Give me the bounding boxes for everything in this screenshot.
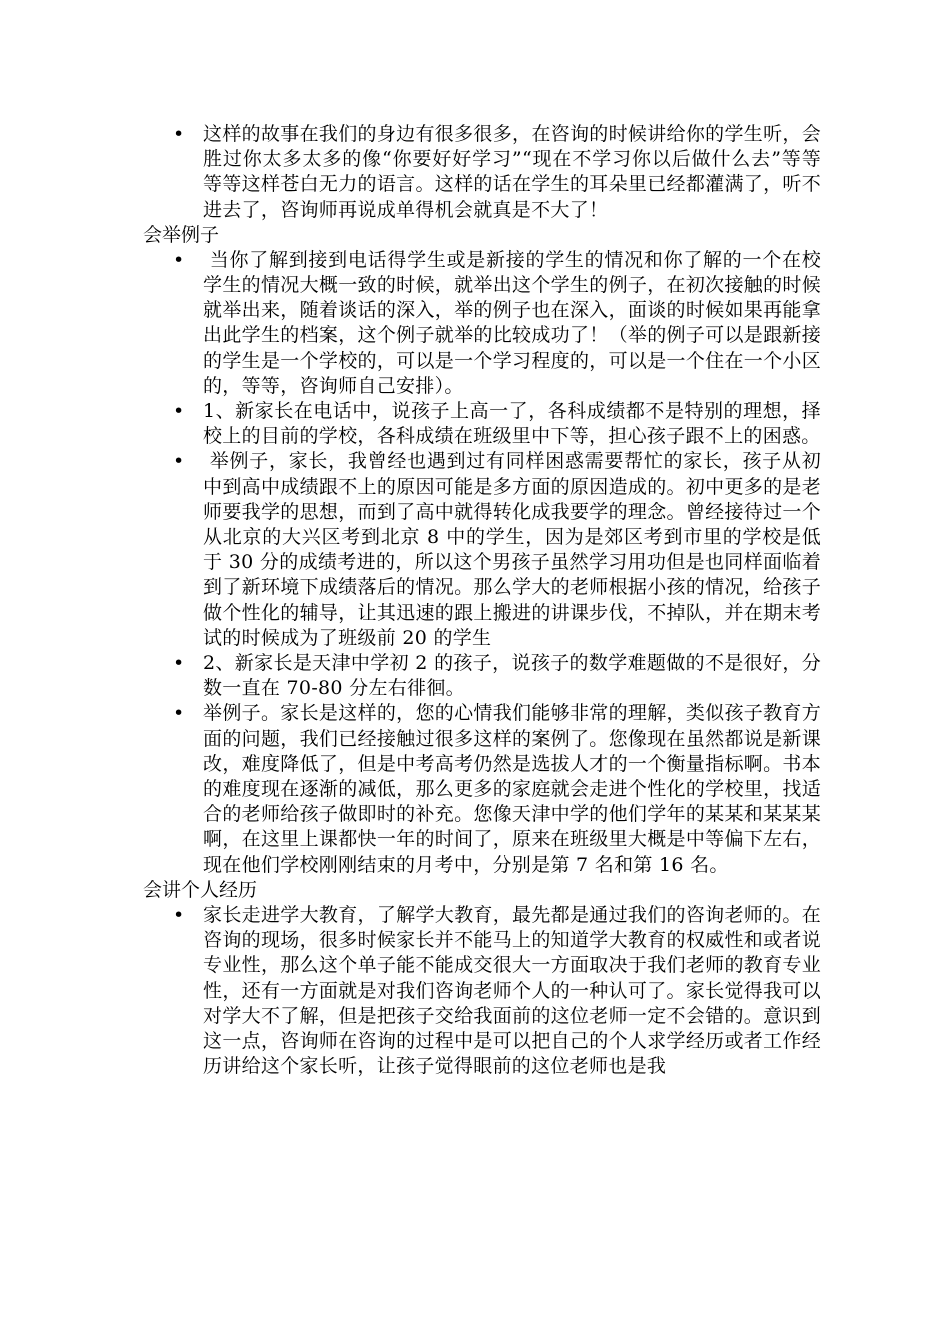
bullet-icon: • bbox=[173, 702, 185, 725]
section-heading-personal-experience: 会讲个人经历 bbox=[143, 878, 258, 901]
list-item bbox=[173, 903, 821, 1079]
bullet-icon: • bbox=[173, 903, 185, 926]
bullet-icon: • bbox=[173, 450, 185, 473]
list-item-text: 这样的故事在我们的身边有很多很多，在咨询的时候讲给你的学生听，会胜过你太多太多的像“你要好好学习”“现在不学习你以后做什么去”等等等等这样苍白无力的语言。这样的话在学生的耳朵里已经都灌满了，听不进去了，咨询师再说成单得机会就真是不大了！ bbox=[203, 123, 821, 221]
bullet-icon: • bbox=[173, 652, 185, 675]
bullet-icon: • bbox=[173, 400, 185, 423]
bullet-icon: • bbox=[173, 248, 185, 271]
list-item bbox=[173, 449, 821, 651]
document-page bbox=[0, 122, 950, 1079]
section-heading-examples: 会举例子 bbox=[143, 223, 220, 246]
list-item-text: 1、新家长在电话中，说孩子上高一了，各科成绩都不是特别的理想，择校上的目前的学校，各科成绩在班级里中下等，担心孩子跟不上的困惑。 bbox=[203, 400, 821, 448]
list-item bbox=[173, 122, 821, 223]
bullet-icon: • bbox=[173, 123, 185, 145]
list-item-text: 举例子，家长，我曾经也遇到过有同样困惑需要帮忙的家长，孩子从初中到高中成绩跟不上的原因可能是多方面的原因造成的。初中更多的是老师要我学的思想，而到了高中就得转化成我要学的理念。曾经接待过一个从北京的大兴区考到北京 8 中的学生，因为是郊区考到市里的学校是低于 30 分的成绩考进的，所以这个男孩子虽然学习用功但是也同样面临着到了新环境下成绩落后的情况。那么学大的老师根据小孩的情况，给孩子做个性化的辅导，让其迅速的跟上搬进的讲课步伐，不掉队，并在期末考试的时候成为了班级前 20 的学生 bbox=[203, 450, 821, 649]
list-item bbox=[173, 248, 821, 399]
list-item-text: 举例子。家长是这样的，您的心情我们能够非常的理解，类似孩子教育方面的问题，我们已经接触过很多这样的案例了。您像现在虽然都说是新课改，难度降低了，但是中考高考仍然是选拔人才的一个衡量指标啊。书本的难度现在逐渐的减低，那么更多的家庭就会走进个性化的学校里，找适合的老师给孩子做即时的补充。您像天津中学的他们学年的某某和某某某啊，在这里上课都快一年的时间了，原来在班级里大概是中等偏下左右，现在他们学校刚刚结束的月考中，分别是第 7 名和第 16 名。 bbox=[203, 702, 821, 876]
list-item-text: 家长走进学大教育，了解学大教育，最先都是通过我们的咨询老师的。在咨询的现场，很多时候家长并不能马上的知道学大教育的权威性和或者说专业性，那么这个单子能不能成交很大一方面取决于我们老师的教育专业性，还有一方面就是对我们咨询老师个人的一种认可了。家长觉得我可以对学大不了解，但是把孩子交给我面前的这位老师一定不会错的。意识到这一点，咨询师在咨询的过程中是可以把自己的个人求学经历或者工作经历讲给这个家长听，让孩子觉得眼前的这位老师也是我 bbox=[203, 903, 821, 1078]
list-item-text: 当你了解到接到电话得学生或是新接的学生的情况和你了解的一个在校学生的情况大概一致的时候，就举出这个学生的例子，在初次接触的时候就举出来，随着谈话的深入，举的例子也在深入，面谈的时候如果再能拿出此学生的档案，这个例子就举的比较成功了！（举的例子可以是跟新接的学生是一个学校的，可以是一个学习程度的，可以是一个住在一个小区的，等等，咨询师自己安排）。 bbox=[203, 248, 821, 397]
list-item bbox=[173, 399, 821, 449]
list-item-text: 2、新家长是天津中学初 2 的孩子，说孩子的数学难题做的不是很好，分数一直在 70-80 分左右徘徊。 bbox=[203, 652, 821, 700]
list-item bbox=[173, 651, 821, 701]
list-item bbox=[173, 701, 821, 877]
